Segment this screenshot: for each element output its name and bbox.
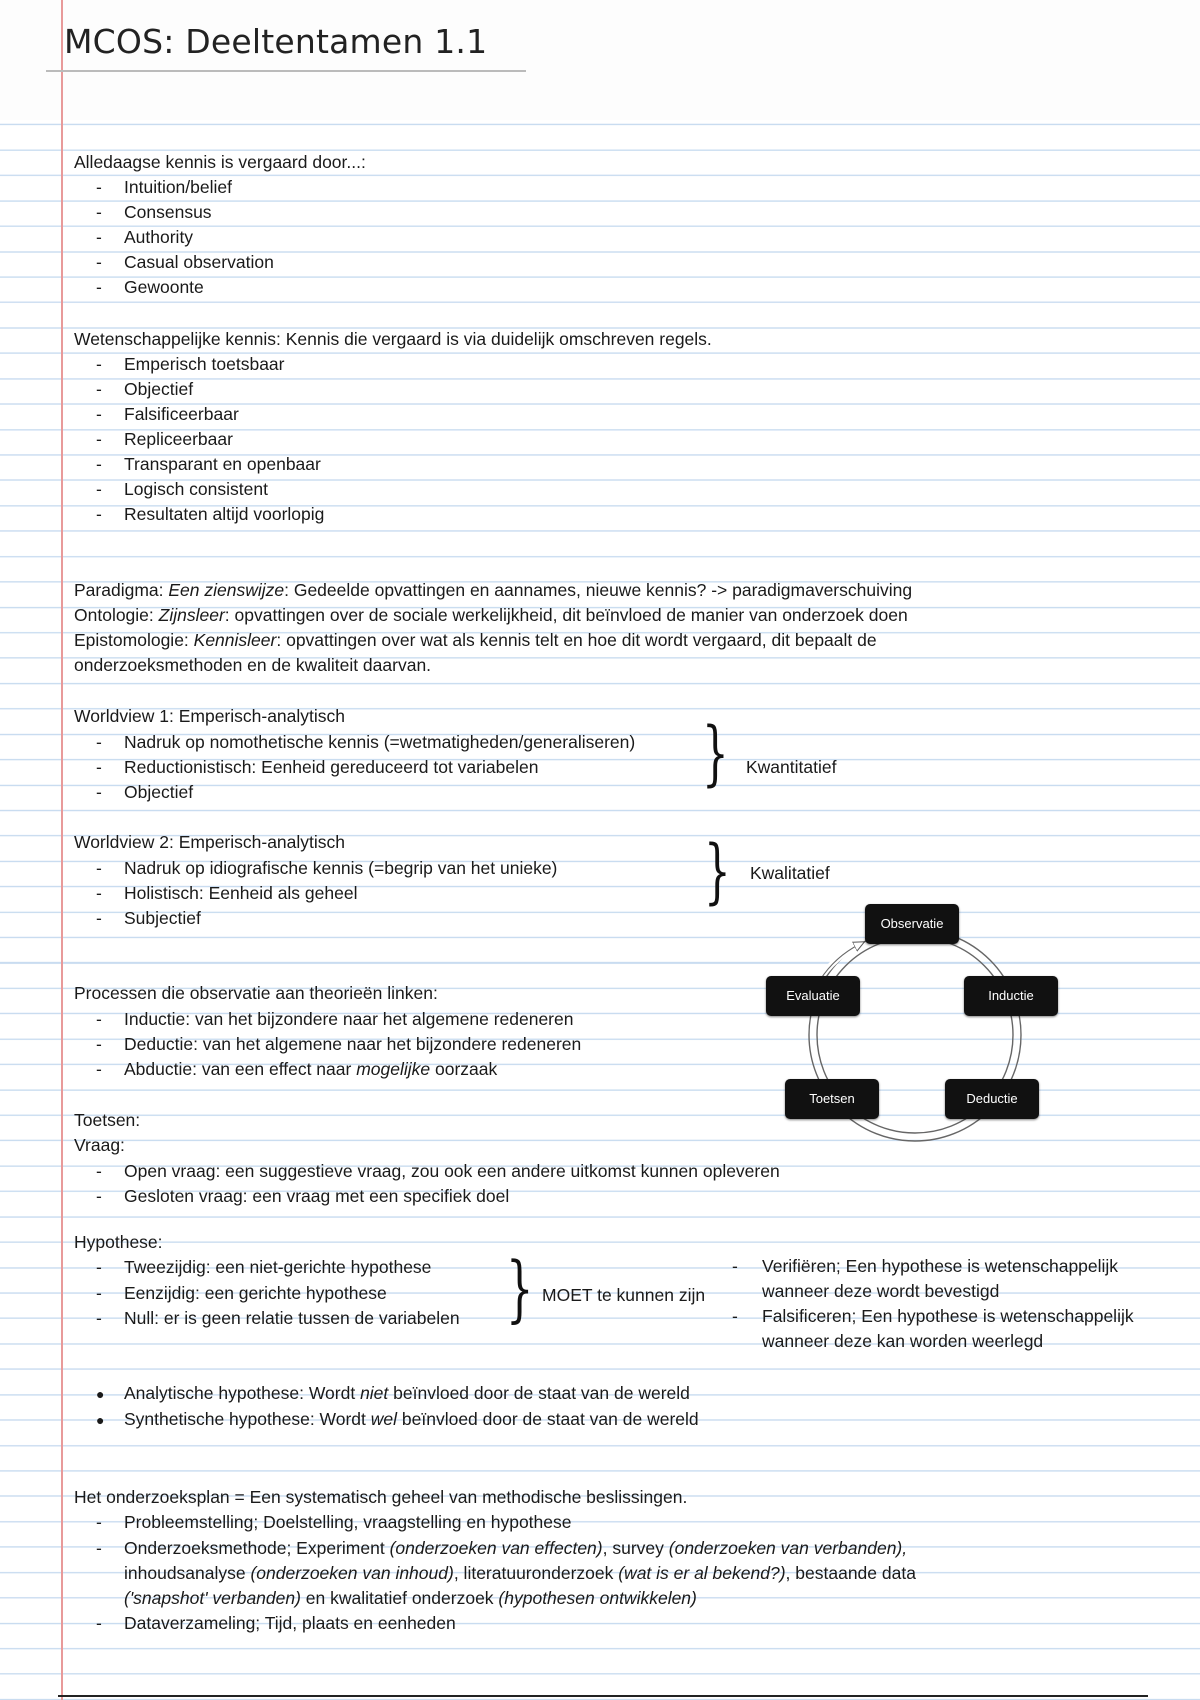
list-item: - Intuition/belief bbox=[96, 177, 232, 197]
worldview-1-heading: Worldview 1: Emperisch-analytisch bbox=[74, 706, 346, 726]
list-item: - Dataverzameling; Tijd, plaats en eenheden bbox=[96, 1613, 456, 1633]
research-cycle-diagram bbox=[760, 900, 1070, 1145]
bottom-rule bbox=[58, 1695, 1148, 1697]
list-item: - Nadruk op nomothetische kennis (=wetmatigheden/generaliseren) bbox=[96, 732, 636, 752]
list-item: - Consensus bbox=[96, 202, 212, 222]
list-item: - Repliceerbaar bbox=[96, 429, 233, 449]
list-item: - Abductie: van een effect naar mogelijke oorzaak bbox=[96, 1059, 498, 1079]
list-item: - Emperisch toetsbaar bbox=[96, 354, 285, 374]
list-item: - Falsificeren; Een hypothese is wetenschappelijk bbox=[732, 1306, 1134, 1326]
list-item: - Open vraag: een suggestieve vraag, zou ook een andere uitkomst kunnen opleveren bbox=[96, 1161, 780, 1181]
margin-line bbox=[61, 0, 63, 1700]
epistomologie-line-2: onderzoeksmethoden en de kwaliteit daarvan. bbox=[74, 655, 432, 675]
list-item: - Authority bbox=[96, 227, 194, 247]
list-item-continuation: ('snapshot' verbanden) en kwalitatief onderzoek (hypothesen ontwikkelen) bbox=[124, 1588, 697, 1608]
title-underline bbox=[46, 70, 526, 72]
list-item-continuation: inhoudsanalyse (onderzoeken van inhoud), literatuuronderzoek (wat is er al bekend?), bestaande data bbox=[124, 1563, 916, 1583]
list-item: - Subjectief bbox=[96, 908, 201, 928]
kwantitatief-label: Kwantitatief bbox=[746, 757, 837, 777]
worldview-2-heading: Worldview 2: Emperisch-analytisch bbox=[74, 832, 346, 852]
page-title: MCOS: Deeltentamen 1.1 bbox=[64, 22, 488, 61]
list-item: - Transparant en openbaar bbox=[96, 454, 321, 474]
hypothese-heading: Hypothese: bbox=[74, 1232, 163, 1252]
kwalitatief-label: Kwalitatief bbox=[750, 863, 830, 883]
brace-icon: } bbox=[704, 830, 731, 912]
list-item: - Gewoonte bbox=[96, 277, 204, 297]
cycle-step-inductie: Inductie bbox=[964, 976, 1058, 1016]
cycle-step-observatie: Observatie bbox=[865, 904, 959, 944]
list-item: - Probleemstelling; Doelstelling, vraagstelling en hypothese bbox=[96, 1512, 572, 1532]
list-item: - Objectief bbox=[96, 379, 194, 399]
list-item: - Logisch consistent bbox=[96, 479, 268, 499]
list-item: - Inductie: van het bijzondere naar het algemene redeneren bbox=[96, 1009, 574, 1029]
list-item: - Verifiëren; Een hypothese is wetenschappelijk bbox=[732, 1256, 1119, 1276]
list-item: - Objectief bbox=[96, 782, 194, 802]
ontologie-line: Ontologie: Zijnsleer: opvattingen over de sociale werkelijkheid, dit beïnvloed de manier van onderzoek doen bbox=[74, 605, 908, 625]
list-item: - Gesloten vraag: een vraag met een specifiek doel bbox=[96, 1186, 510, 1206]
list-item: - Nadruk op idiografische kennis (=begrip van het unieke) bbox=[96, 858, 558, 878]
list-item: - Reductionistisch: Eenheid gereduceerd tot variabelen bbox=[96, 757, 539, 777]
list-item: - Resultaten altijd voorlopig bbox=[96, 504, 325, 524]
onderzoeksplan-heading: Het onderzoeksplan = Een systematisch geheel van methodische beslissingen. bbox=[74, 1487, 688, 1507]
list-item: - Holistisch: Eenheid als geheel bbox=[96, 883, 358, 903]
processes-heading: Processen die observatie aan theorieën linken: bbox=[74, 983, 438, 1003]
verif-line-2: wanneer deze wordt bevestigd bbox=[762, 1281, 1000, 1301]
cycle-step-toetsen: Toetsen bbox=[785, 1079, 879, 1119]
falsi-line-2: wanneer deze kan worden weerlegd bbox=[762, 1331, 1044, 1351]
list-item: ● Synthetische hypothese: Wordt wel beïnvloed door de staat van de wereld bbox=[96, 1409, 699, 1429]
list-item: - Casual observation bbox=[96, 252, 274, 272]
scientific-knowledge-heading: Wetenschappelijke kennis: Kennis die vergaard is via duidelijk omschreven regels. bbox=[74, 329, 712, 349]
cycle-step-deductie: Deductie bbox=[945, 1079, 1039, 1119]
list-item: - Null: er is geen relatie tussen de variabelen bbox=[96, 1308, 460, 1328]
cycle-step-evaluatie: Evaluatie bbox=[766, 976, 860, 1016]
toetsen-heading: Toetsen: bbox=[74, 1110, 141, 1130]
everyday-knowledge-heading: Alledaagse kennis is vergaard door...: bbox=[74, 152, 366, 172]
list-item: ● Analytische hypothese: Wordt niet beïnvloed door de staat van de wereld bbox=[96, 1383, 690, 1403]
brace-icon: } bbox=[702, 712, 729, 794]
list-item: - Eenzijdig: een gerichte hypothese bbox=[96, 1283, 387, 1303]
list-item: - Onderzoeksmethode; Experiment (onderzoeken van effecten), survey (onderzoeken van verbanden), bbox=[96, 1538, 908, 1558]
list-item: - Tweezijdig: een niet-gerichte hypothese bbox=[96, 1257, 432, 1277]
list-item: - Deductie: van het algemene naar het bijzondere redeneren bbox=[96, 1034, 582, 1054]
list-item: - Falsificeerbaar bbox=[96, 404, 239, 424]
paradigma-line: Paradigma: Een zienswijze: Gedeelde opvattingen en aannames, nieuwe kennis? -> paradigmaverschuiving bbox=[74, 580, 913, 600]
epistomologie-line: Epistomologie: Kennisleer: opvattingen over wat als kennis telt en hoe dit wordt vergaard, dit bepaalt de bbox=[74, 630, 877, 650]
brace-icon: } bbox=[506, 1246, 534, 1330]
moet-label: MOET te kunnen zijn bbox=[542, 1285, 706, 1305]
vraag-heading: Vraag: bbox=[74, 1135, 125, 1155]
